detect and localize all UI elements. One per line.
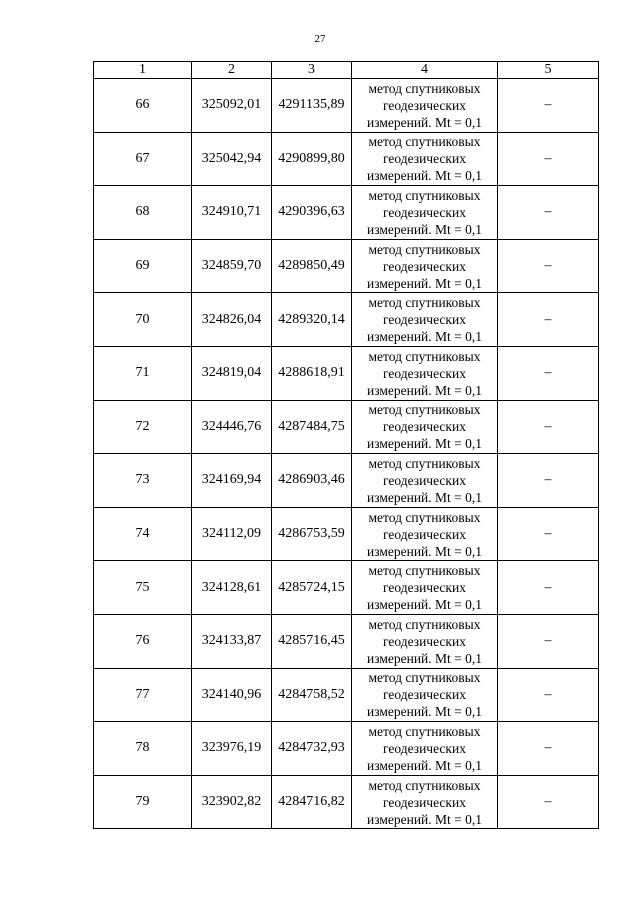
table-body [94,79,599,829]
coordinate-y: 4289850,49 [272,239,352,293]
method-line-2: геодезических [383,258,466,274]
method-cell [352,561,498,615]
method-cell [352,400,498,454]
method-line-3: измерений. Mt = 0,1 [366,543,483,559]
method-line-1: метод спутниковых [368,402,481,418]
method-line-2: геодезических [383,633,466,649]
point-number: 70 [94,293,192,347]
method-cell [352,79,498,133]
coordinate-x: 324140,96 [192,668,272,722]
coordinate-y: 4284758,52 [272,668,352,722]
method-line-3: измерений. Mt = 0,1 [366,329,483,345]
coordinate-x: 324128,61 [192,561,272,615]
column-5-value: – [498,79,599,133]
page-number: 27 [314,33,326,45]
coordinate-y: 4291135,89 [272,79,352,133]
method-line-1: метод спутниковых [368,563,481,579]
method-line-1: метод спутниковых [368,670,481,686]
column-5-value: – [498,614,599,668]
table-row [94,561,599,615]
column-5-value: – [498,293,599,347]
table-row [94,400,599,454]
method-line-2: геодезических [383,365,466,381]
column-5-value: – [498,507,599,561]
coordinate-x: 325042,94 [192,132,272,186]
column-header-2: 2 [192,62,272,79]
method-line-2: геодезических [383,419,466,435]
method-cell [352,454,498,508]
table-row [94,722,599,776]
coordinate-y: 4284732,93 [272,722,352,776]
column-header-4: 4 [352,62,498,79]
method-cell [352,507,498,561]
table-row [94,186,599,240]
point-number: 78 [94,722,192,776]
point-number: 72 [94,400,192,454]
column-5-value: – [498,775,599,829]
point-number: 71 [94,346,192,400]
column-5-value: – [498,454,599,508]
coordinate-x: 323976,19 [192,722,272,776]
point-number: 66 [94,79,192,133]
coordinate-y: 4285716,45 [272,614,352,668]
column-5-value: – [498,561,599,615]
method-line-3: измерений. Mt = 0,1 [366,650,483,666]
method-line-1: метод спутниковых [368,616,481,632]
coordinate-y: 4287484,75 [272,400,352,454]
method-cell [352,186,498,240]
coordinate-y: 4285724,15 [272,561,352,615]
column-5-value: – [498,668,599,722]
coordinate-y: 4286753,59 [272,507,352,561]
method-line-1: метод спутниковых [368,134,481,150]
method-line-2: геодезических [383,204,466,220]
method-line-1: метод спутниковых [368,455,481,471]
coordinate-y: 4286903,46 [272,454,352,508]
coordinate-y: 4288618,91 [272,346,352,400]
column-header-5: 5 [498,62,599,79]
column-header-3: 3 [272,62,352,79]
table-row [94,79,599,133]
table-header-row [94,62,599,79]
coordinate-x: 325092,01 [192,79,272,133]
method-line-2: геодезических [383,740,466,756]
method-line-3: измерений. Mt = 0,1 [366,436,483,452]
table-row [94,668,599,722]
coordinate-x: 324819,04 [192,346,272,400]
point-number: 77 [94,668,192,722]
method-line-1: метод спутниковых [368,509,481,525]
method-cell [352,239,498,293]
method-line-2: геодезических [383,472,466,488]
point-number: 73 [94,454,192,508]
coordinate-x: 323902,82 [192,775,272,829]
coordinate-x: 324169,94 [192,454,272,508]
coordinates-table [93,61,599,829]
table-row [94,454,599,508]
coordinate-x: 324112,09 [192,507,272,561]
coordinate-x: 324446,76 [192,400,272,454]
method-cell [352,775,498,829]
table-row [94,293,599,347]
column-header-1: 1 [94,62,192,79]
column-5-value: – [498,132,599,186]
method-line-2: геодезических [383,794,466,810]
method-line-2: геодезических [383,312,466,328]
coordinate-x: 324910,71 [192,186,272,240]
method-line-2: геодезических [383,151,466,167]
point-number: 69 [94,239,192,293]
method-cell [352,346,498,400]
coordinate-x: 324133,87 [192,614,272,668]
method-line-3: измерений. Mt = 0,1 [366,489,483,505]
method-line-1: метод спутниковых [368,777,481,793]
point-number: 75 [94,561,192,615]
method-line-1: метод спутниковых [368,80,481,96]
method-cell [352,722,498,776]
method-line-3: измерений. Mt = 0,1 [366,597,483,613]
method-line-1: метод спутниковых [368,348,481,364]
method-line-2: геодезических [383,580,466,596]
method-line-3: измерений. Mt = 0,1 [366,221,483,237]
coordinate-y: 4289320,14 [272,293,352,347]
method-line-2: геодезических [383,97,466,113]
method-line-3: измерений. Mt = 0,1 [366,168,483,184]
method-line-3: измерений. Mt = 0,1 [366,114,483,130]
table-row [94,346,599,400]
table-row [94,775,599,829]
point-number: 76 [94,614,192,668]
coordinate-y: 4284716,82 [272,775,352,829]
method-line-3: измерений. Mt = 0,1 [366,704,483,720]
method-cell [352,668,498,722]
method-line-3: измерений. Mt = 0,1 [366,275,483,291]
method-line-1: метод спутниковых [368,723,481,739]
table-row [94,507,599,561]
table-row [94,614,599,668]
point-number: 79 [94,775,192,829]
table-row [94,132,599,186]
method-line-1: метод спутниковых [368,295,481,311]
column-5-value: – [498,722,599,776]
coordinate-x: 324826,04 [192,293,272,347]
method-cell [352,293,498,347]
method-line-2: геодезических [383,526,466,542]
column-5-value: – [498,186,599,240]
method-line-3: измерений. Mt = 0,1 [366,382,483,398]
column-5-value: – [498,400,599,454]
point-number: 74 [94,507,192,561]
coordinate-y: 4290396,63 [272,186,352,240]
column-5-value: – [498,346,599,400]
method-line-3: измерений. Mt = 0,1 [366,811,483,827]
coordinate-x: 324859,70 [192,239,272,293]
method-line-1: метод спутниковых [368,241,481,257]
table-row [94,239,599,293]
method-line-2: геодезических [383,687,466,703]
method-line-3: измерений. Mt = 0,1 [366,757,483,773]
column-5-value: – [498,239,599,293]
method-line-1: метод спутниковых [368,187,481,203]
method-cell [352,132,498,186]
method-cell [352,614,498,668]
point-number: 68 [94,186,192,240]
point-number: 67 [94,132,192,186]
coordinate-y: 4290899,80 [272,132,352,186]
